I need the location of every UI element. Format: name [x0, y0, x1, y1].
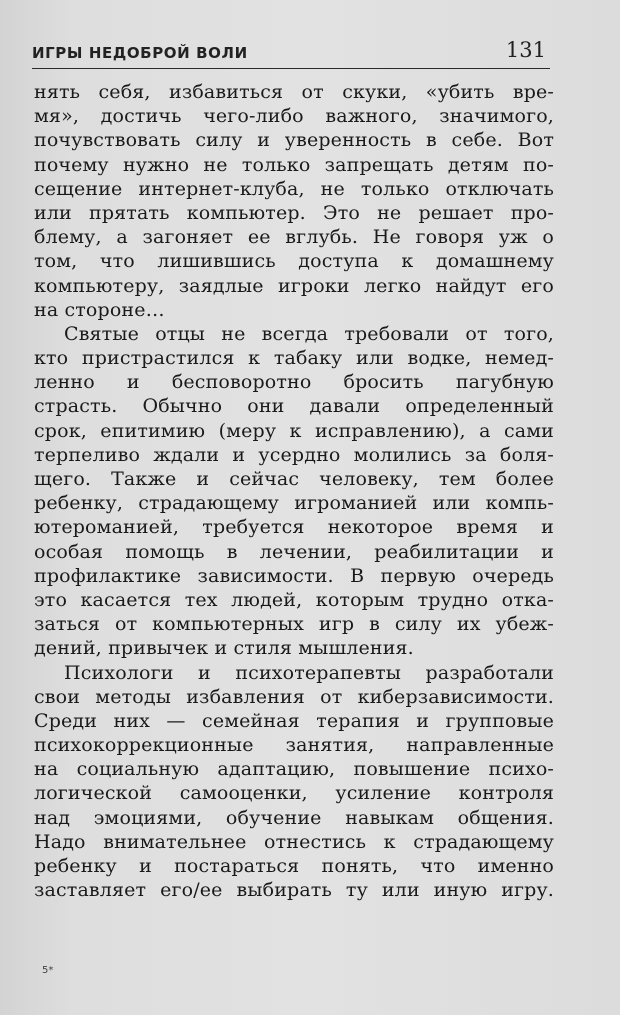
text-line: мя», достичь чего-либо важного, значимого,: [34, 105, 554, 128]
text-line: психокоррекционные занятия, направленные: [34, 734, 554, 757]
text-line: щего. Также и сейчас человеку, тем более: [34, 468, 554, 490]
text-line: терпеливо ждали и усердно молились за боля-: [34, 443, 554, 466]
text-line: над эмоциями, обучение навыкам общения.: [34, 806, 554, 829]
text-line: ребенку, страдающему игроманией или компь-: [34, 492, 554, 515]
text-line: ленно и бесповоротно бросить пагубную: [34, 371, 554, 394]
text-line: на социальную адаптацию, повышение психо-: [34, 758, 554, 781]
body-text: [34, 80, 554, 902]
text-line: дений, привычек и стиля мышления.: [34, 637, 414, 660]
text-line: блему, а загоняет ее вглубь. Не говоря уж о: [34, 226, 554, 249]
text-line: ребенку и постараться понять, что именно: [34, 855, 554, 877]
page-number: 131: [505, 38, 546, 62]
text-line: нять себя, избавиться от скуки, «убить вре-: [34, 81, 554, 103]
text-line: почему нужно не только запрещать детям по-: [34, 153, 554, 176]
text-line: заться от компьютерных игр в силу их убеж-: [34, 613, 554, 636]
text-line: страсть. Обычно они давали определенный: [34, 395, 554, 418]
text-line: срок, епитимию (меру к исправлению), а сами: [34, 419, 554, 442]
text-line: ютероманией, требуется некоторое время и: [34, 516, 554, 539]
printer-signature: 5*: [42, 965, 54, 976]
text-line: кто пристрастился к табаку или водке, немед-: [34, 347, 554, 370]
text-line: особая помощь в лечении, реабилитации и: [34, 540, 554, 563]
text-line: сещение интернет-клуба, не только отключать: [34, 177, 554, 200]
text-line: заставляет его/ее выбирать ту или иную игру.: [34, 879, 554, 902]
text-line: Надо внимательнее отнестись к страдающему: [34, 830, 554, 853]
running-title: ИГРЫ НЕДОБРОЙ ВОЛИ: [32, 44, 248, 62]
text-line: это касается тех людей, которым трудно отка-: [34, 588, 554, 611]
text-line: логической самооценки, усиление контроля: [34, 782, 554, 805]
running-header: [32, 38, 550, 69]
paragraph-first-line: Святые отцы не всегда требовали от того,: [64, 322, 554, 345]
text-line: том, что лишившись доступа к домашнему: [34, 250, 554, 273]
text-line: на стороне…: [34, 298, 165, 321]
text-line: почувствовать силу и уверенность в себе. Вот: [34, 129, 554, 152]
text-line: профилактике зависимости. В первую очередь: [34, 564, 554, 587]
text-line: компьютеру, заядлые игроки легко найдут его: [34, 274, 554, 297]
paragraph-first-line: Психологи и психотерапевты разработали: [64, 661, 554, 684]
text-line: или прятать компьютер. Это не решает про-: [34, 201, 554, 224]
text-line: свои методы избавления от киберзависимости.: [34, 685, 554, 708]
text-line: Среди них — семейная терапия и групповые: [34, 709, 554, 732]
